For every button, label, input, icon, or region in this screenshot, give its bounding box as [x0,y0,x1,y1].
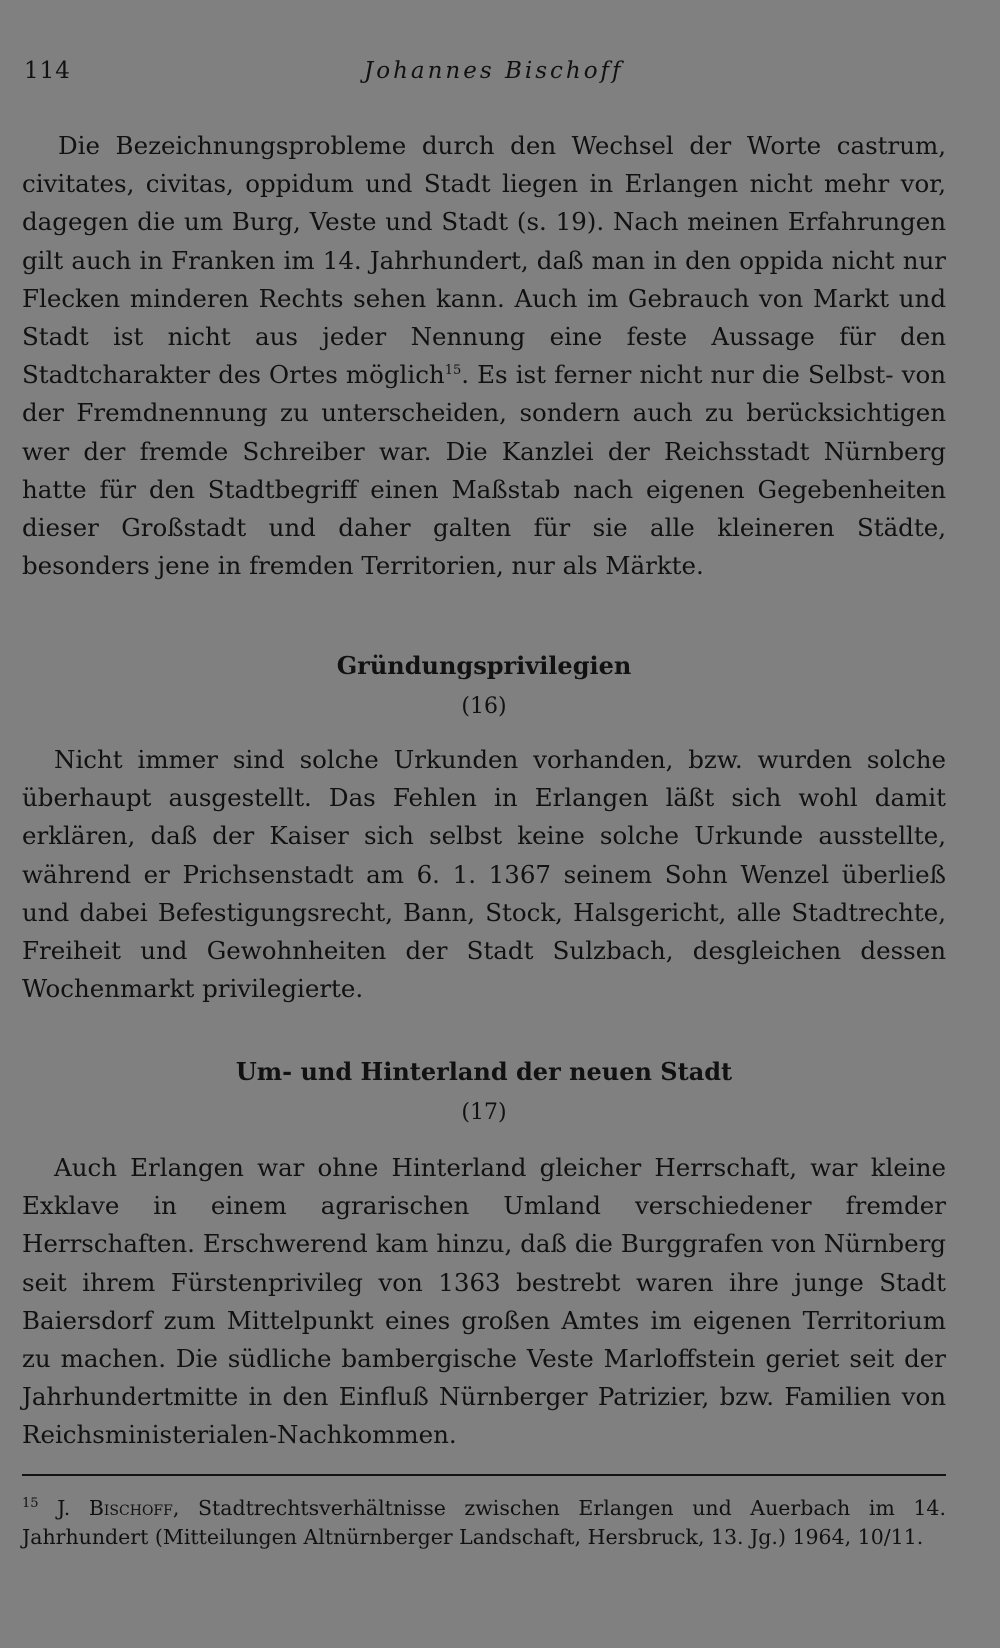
paragraph-1-text-a: Die Bezeichnungsprobleme durch den Wechsel der Worte castrum, civitates, civitas, oppidum und Stadt liegen in Erlangen nicht mehr vor, dagegen die um Burg, Veste und Stadt (s. 19). Nach meinen Erfahrungen gilt auch in Franken im 14. Jahrhundert, daß man in den oppida nicht nur Flecken minderen Rechts sehen kann. Auch im Gebrauch von Markt und Stadt ist nicht aus jeder Nennung eine feste Aussage für den Stadtcharakter des Ortes möglich [22,131,946,390]
footnote-reference[interactable]: 15 [444,363,462,379]
footnote [22,1494,946,1552]
section-number-1: (16) [461,694,507,719]
running-title: Johannes Bischoff [364,58,624,84]
paragraph-3: Auch Erlangen war ohne Hinterland gleicher Herrschaft, war kleine Exklave in einem agrarischen Umland verschiedener fremder Herrschaften. Erschwerend kam hinzu, daß die Burggrafen von Nürnberg seit ihrem Fürstenprivileg von 1363 bestrebt waren ihre junge Stadt Baiersdorf zum Mittelpunkt eines großen Amtes im eigenen Territorium zu machen. Die südliche bambergische Veste Marloffstein geriet seit der Jahrhundertmitte in den Einfluß Nürnberger Patrizier, bzw. Familien von Reichsministerialen-Nachkommen. [22,1153,946,1450]
paragraph-1-text-b: . Es ist ferner nicht nur die Selbst- von der Fremdnennung zu unterscheiden, sondern auch zu berücksichtigen wer der fremde Schreiber war. Die Kanzlei der Reichsstadt Nürnberg hatte für den Stadtbegriff einen Maßstab nach eigenen Gegebenheiten dieser Großstadt und daher galten für sie alle kleineren Städte, besonders jene in fremden Territorien, nur als Märkte. [22,360,946,581]
page-number: 114 [24,58,71,84]
section-number-2: (17) [461,1100,507,1125]
footnote-marker: 15 [22,1496,39,1512]
paragraph-1 [22,127,946,585]
footnote-author: J. Bischoff [57,1496,173,1520]
footnote-text: , Stadtrechtsverhältnisse zwischen Erlangen und Auerbach im 14. Jahrhundert (Mitteilungen Altnürnberger Landschaft, Hersbruck, 13. Jg.) 1964, 10/11. [22,1496,946,1549]
paragraph-2: Nicht immer sind solche Urkunden vorhanden, bzw. wurden solche überhaupt ausgestellt. Das Fehlen in Erlangen läßt sich wohl damit erklären, daß der Kaiser sich selbst keine solche Urkunde ausstellte, während er Prichsenstadt am 6. 1. 1367 seinem Sohn Wenzel überließ und dabei Befestigungsrecht, Bann, Stock, Halsgericht, alle Stadtrechte, Freiheit und Gewohnheiten der Stadt Sulzbach, desgleichen dessen Wochenmarkt privilegierte. [22,745,946,1004]
section-heading-1: Gründungsprivilegien [336,651,632,680]
footnote-divider [22,1474,946,1476]
page-header [24,58,947,98]
section-heading-2: Um- und Hinterland der neuen Stadt [235,1057,733,1086]
